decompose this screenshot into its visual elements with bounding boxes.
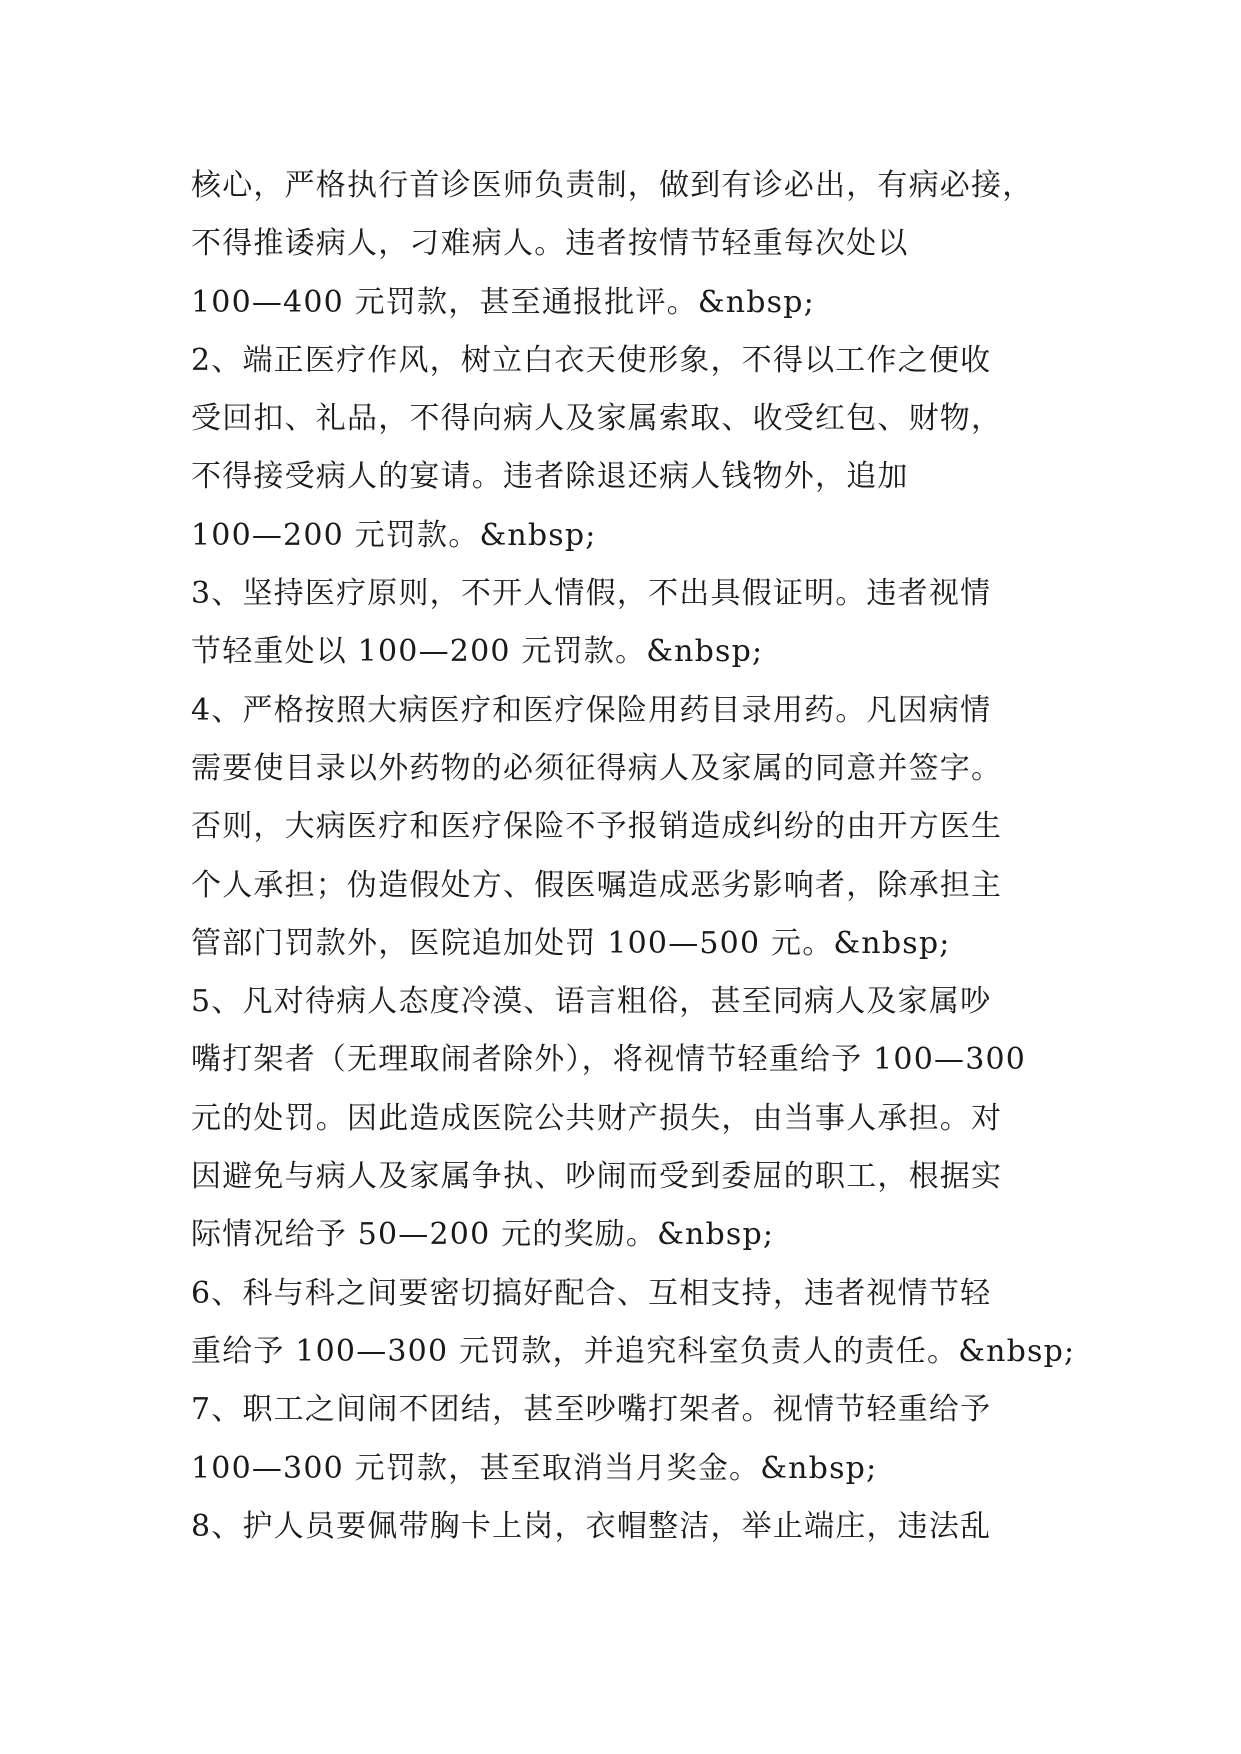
text-line: 2、端正医疗作风，树立白衣天使形象，不得以工作之便收 <box>191 342 992 378</box>
text-line: 7、职工之间闹不团结，甚至吵嘴打架者。视情节轻重给予 <box>191 1392 992 1428</box>
text-line: 不得接受病人的宴请。违者除退还病人钱物外，追加 <box>191 459 909 495</box>
text-line: 重给予 100—300 元罚款，并追究科室负责人的责任。&nbsp; <box>191 1333 1076 1369</box>
text-line: 元的处罚。因此造成医院公共财产损失，由当事人承担。对 <box>191 1100 1003 1136</box>
text-line: 100—300 元罚款，甚至取消当月奖金。&nbsp; <box>191 1450 878 1486</box>
text-line: 否则，大病医疗和医疗保险不予报销造成纠纷的由开方医生 <box>191 809 1003 845</box>
body-text <box>191 157 1091 1556</box>
text-line: 个人承担；伪造假处方、假医嘱造成恶劣影响者，除承担主 <box>191 867 1003 903</box>
text-line: 节轻重处以 100—200 元罚款。&nbsp; <box>191 634 764 670</box>
text-line: 3、坚持医疗原则，不开人情假，不出具假证明。违者视情 <box>191 576 992 612</box>
text-line: 因避免与病人及家属争执、吵闹而受到委屈的职工，根据实 <box>191 1159 1003 1195</box>
text-line: 4、严格按照大病医疗和医疗保险用药目录用药。凡因病情 <box>191 692 992 728</box>
text-line: 6、科与科之间要密切搞好配合、互相支持，违者视情节轻 <box>191 1275 992 1311</box>
text-line: 100—200 元罚款。&nbsp; <box>191 517 597 553</box>
text-line: 需要使目录以外药物的必须征得病人及家属的同意并签字。 <box>191 750 1003 786</box>
text-line: 5、凡对待病人态度冷漠、语言粗俗，甚至同病人及家属吵 <box>191 984 992 1020</box>
text-line: 嘴打架者（无理取闹者除外），将视情节轻重给予 100—300 <box>191 1042 1027 1078</box>
text-line: 核心，严格执行首诊医师负责制，做到有诊必出，有病必接， <box>191 168 1034 203</box>
text-line: 际情况给予 50—200 元的奖励。&nbsp; <box>191 1217 775 1253</box>
text-line: 管部门罚款外，医院追加处罚 100—500 元。&nbsp; <box>191 925 951 961</box>
text-line: 不得推诿病人，刁难病人。违者按情节轻重每次处以 <box>191 226 909 262</box>
text-line: 受回扣、礼品，不得向病人及家属索取、收受红包、财物， <box>191 401 1003 437</box>
text-line: 8、护人员要佩带胸卡上岗，衣帽整洁，举止端庄，违法乱 <box>191 1508 992 1544</box>
text-line: 100—400 元罚款，甚至通报批评。&nbsp; <box>191 284 815 320</box>
